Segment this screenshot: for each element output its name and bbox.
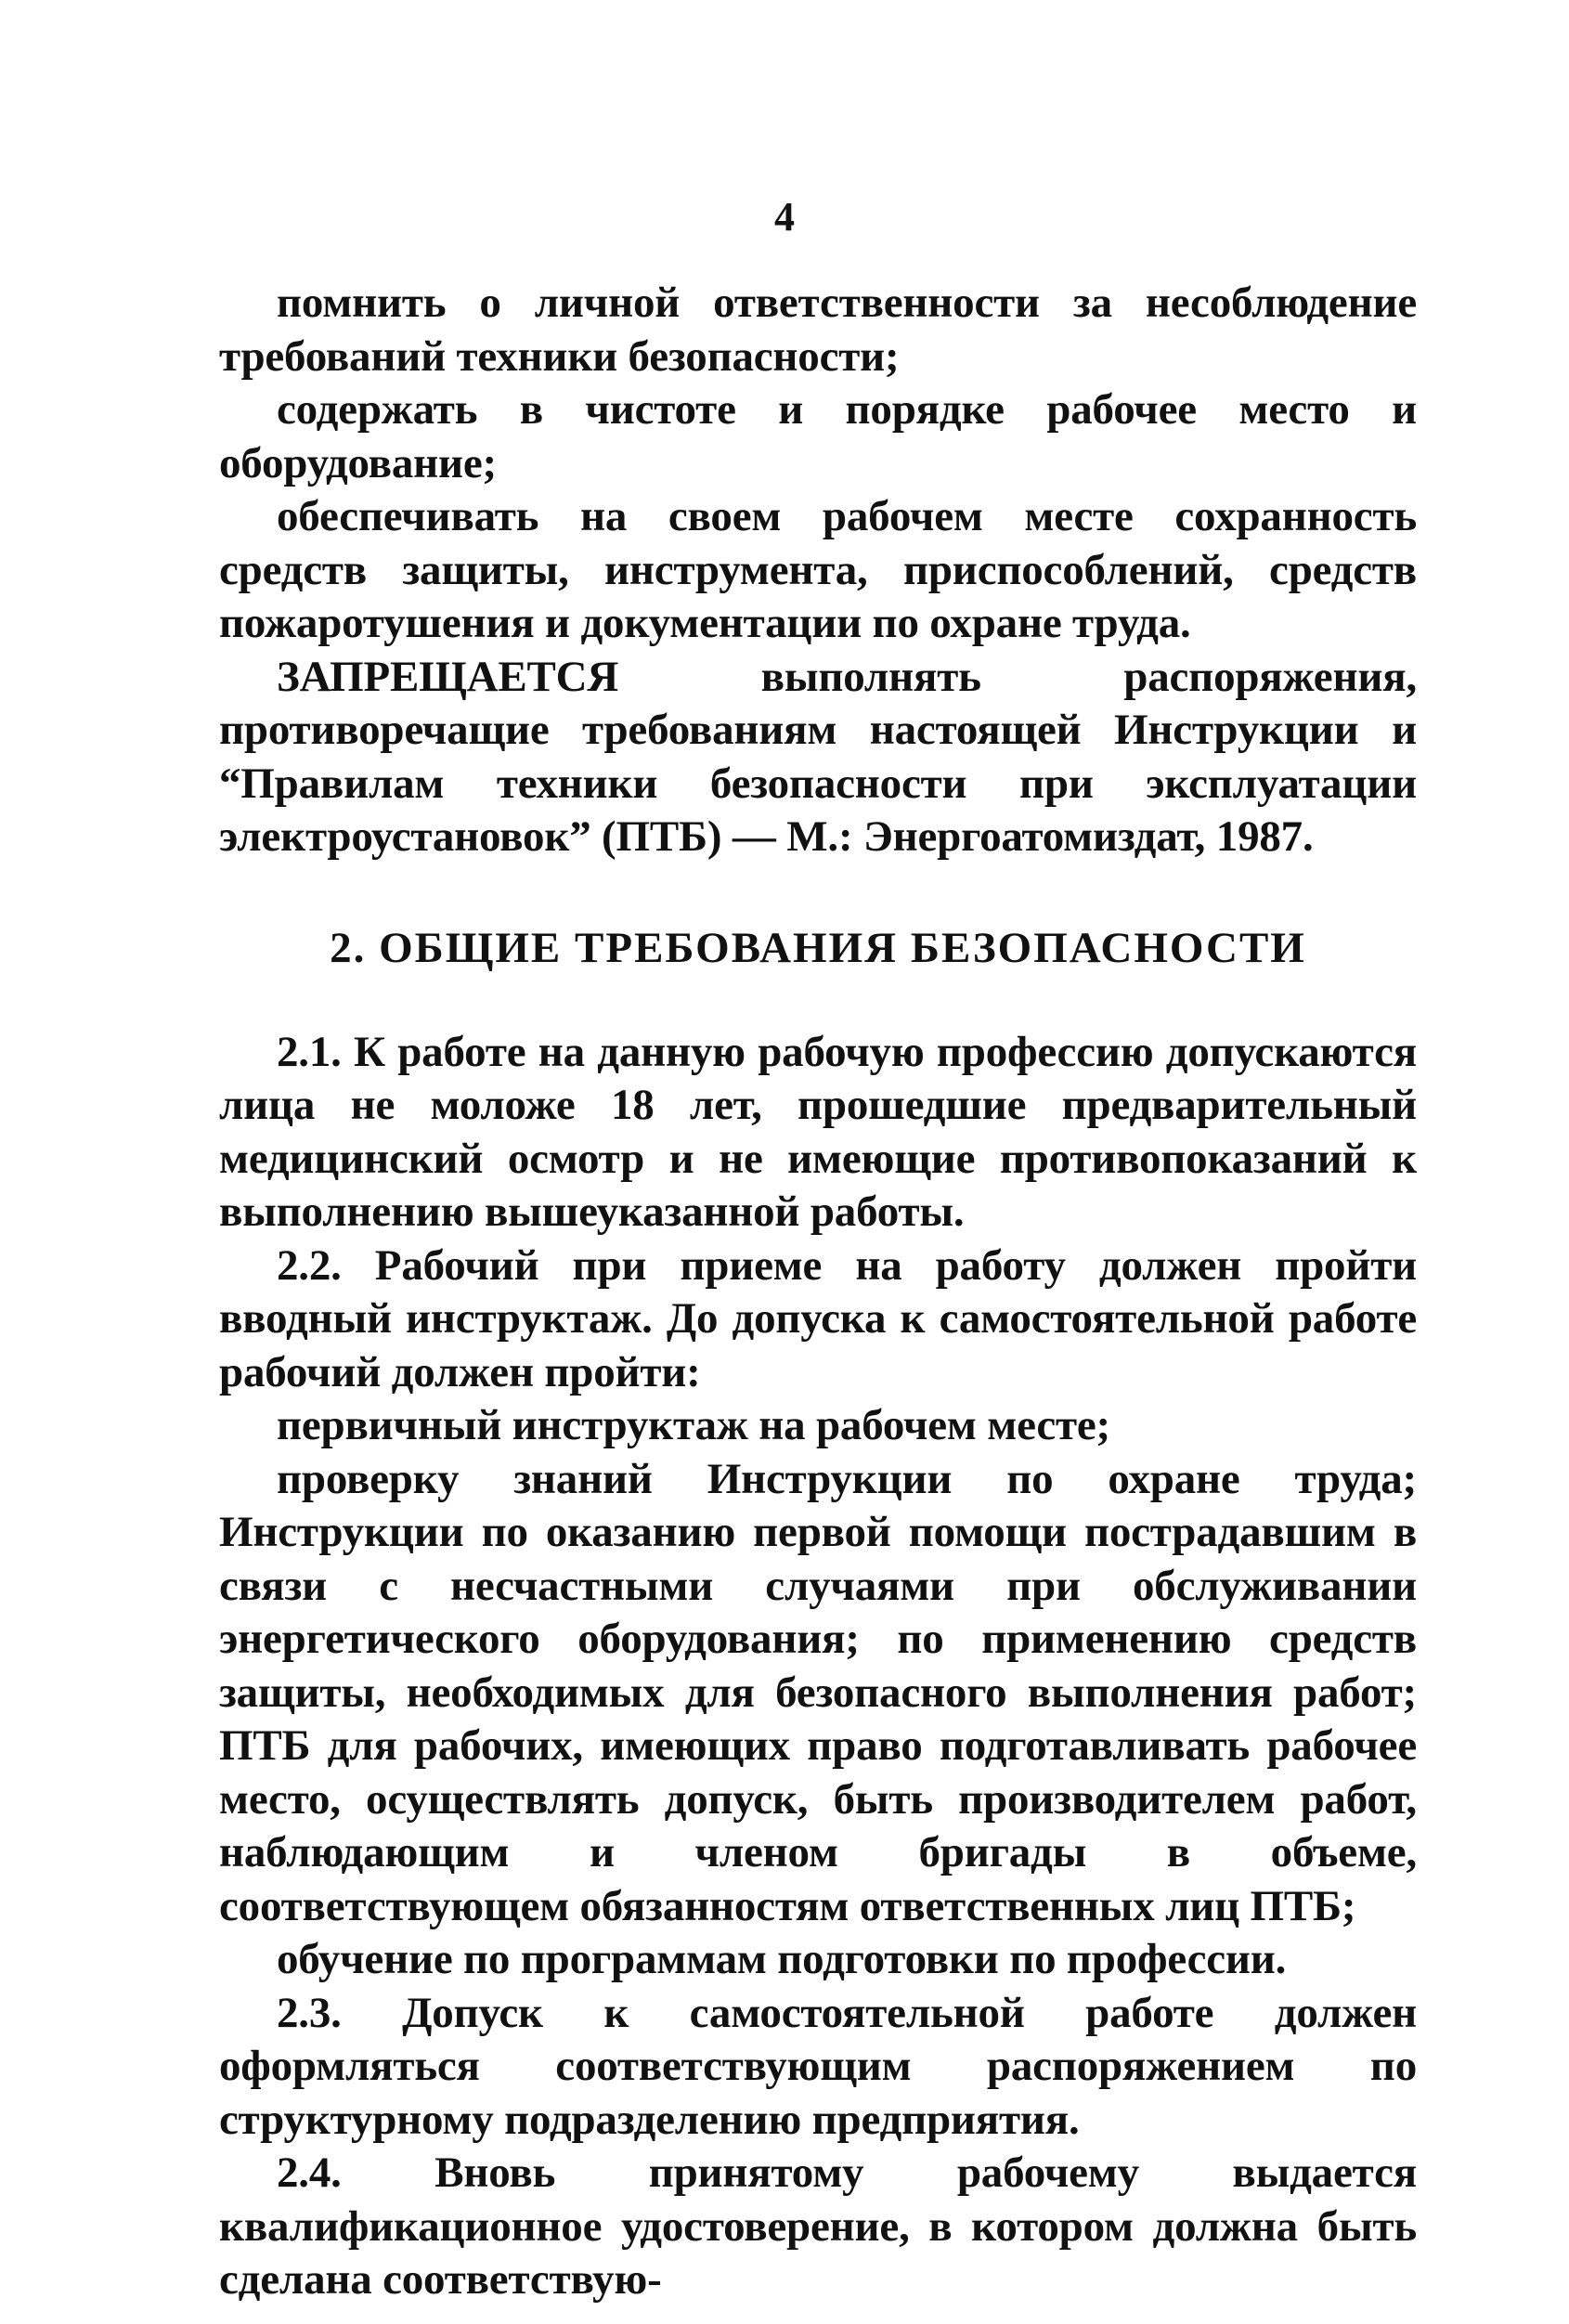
list-item-knowledge-check: проверку знаний Инструкции по охране труда; Инструкции по оказанию первой помощи пострадавшим в связи с несчастными случаями при обслуживании энергетического оборудования; по применению средств защиты, необходимых для безопасного выполнения работ; ПТБ для рабочих, имеющих право подготавливать рабочее место, осуществлять допуск, быть производителем работ, наблюдающим и членом бригады в объеме, соответствующем обязанностям ответственных лиц ПТБ;: [219, 1454, 1417, 1930]
paragraph-prohibition: ЗАПРЕЩАЕТСЯ выполнять распоряжения, противоречащие требованиям настоящей Инструкции и “Правилам техники безопасности при эксплуатации электроустановок” (ПТБ) — М.: Энергоатомиздат, 1987.: [219, 652, 1417, 861]
document-body: [219, 277, 1417, 2307]
paragraph-2-1: 2.1. К работе на данную рабочую профессию допускаются лица не моложе 18 лет, прошедшие предварительный медицинский осмотр и не имеющие противопоказаний к выполнению вышеуказанной работы.: [219, 1027, 1417, 1236]
paragraph-safekeeping: обеспечивать на своем рабочем месте сохранность средств защиты, инструмента, приспособлений, средств пожаротушения и документации по охране труда.: [219, 492, 1417, 647]
paragraph-2-2: 2.2. Рабочий при приеме на работу должен пройти вводный инструктаж. До допуска к самостоятельной работе рабочий должен пройти:: [219, 1240, 1417, 1396]
section-heading: 2. ОБЩИЕ ТРЕБОВАНИЯ БЕЗОПАСНОСТИ: [330, 923, 1306, 972]
paragraph-cleanliness: содержать в чистоте и порядке рабочее место и оборудование;: [219, 385, 1417, 487]
paragraph-2-4: 2.4. Вновь принятому рабочему выдается квалификационное удостоверение, в котором должна быть сделана соответствую-: [219, 2149, 1417, 2304]
list-item-training: обучение по программам подготовки по профессии.: [277, 1935, 1287, 1983]
page-number: 4: [774, 194, 795, 240]
paragraph-2-3: 2.3. Допуск к самостоятельной работе должен оформляться соответствующим распоряжением по структурному подразделению предприятия.: [219, 1988, 1417, 2144]
list-item-primary-briefing: первичный инструктаж на рабочем месте;: [277, 1401, 1110, 1449]
paragraph-responsibility: помнить о личной ответственности за несоблюдение требований техники безопасности;: [219, 279, 1417, 381]
